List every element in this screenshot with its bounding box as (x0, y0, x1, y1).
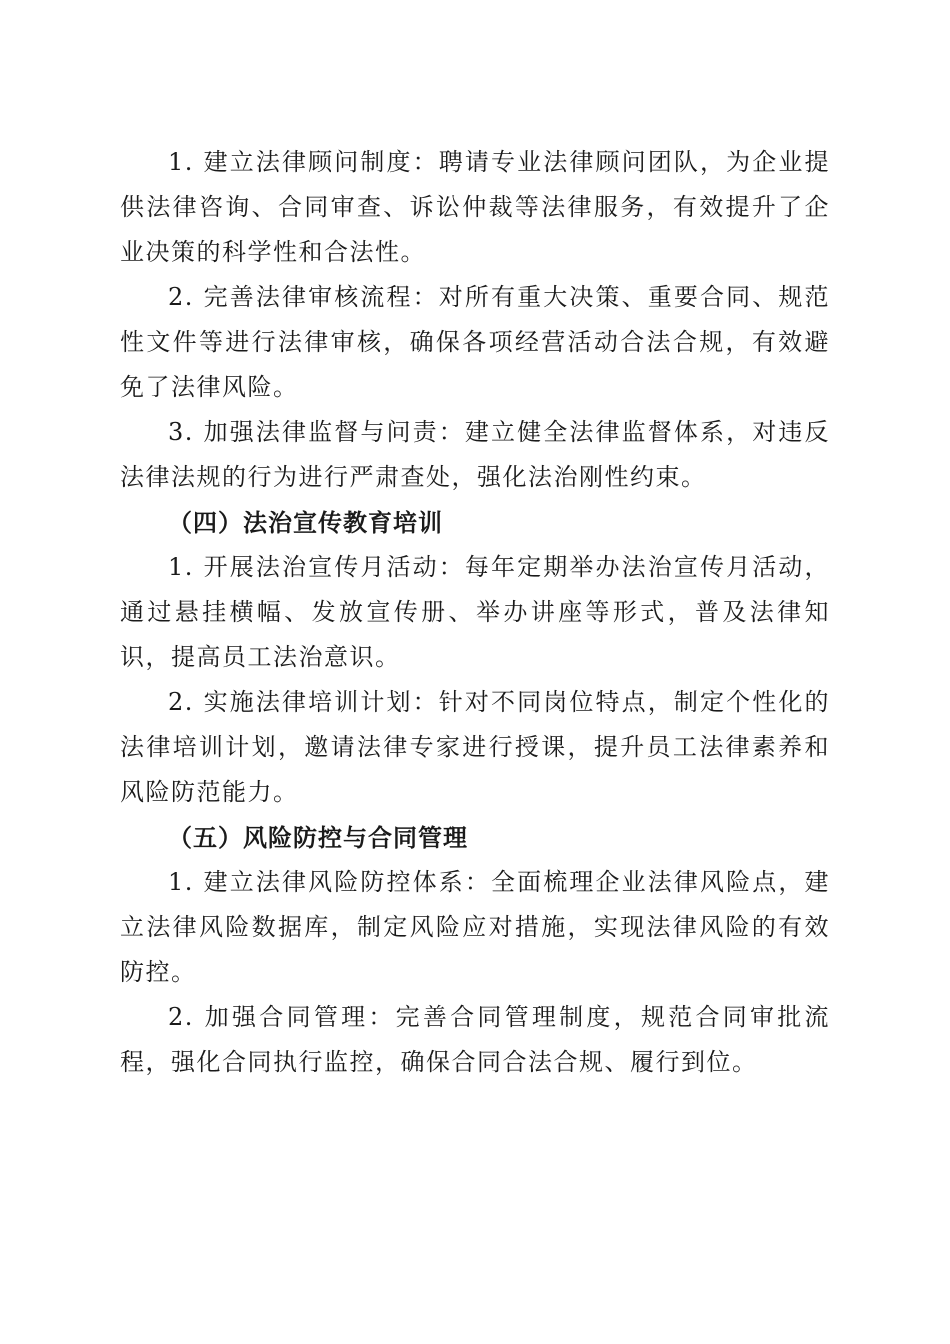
paragraph-risk-control: 1. 建立法律风险防控体系：全面梳理企业法律风险点，建立法律风险数据库，制定风险应对措施，实现法律风险的有效防控。 (120, 868, 830, 986)
paragraph-contract-management: 2. 加强合同管理：完善合同管理制度，规范合同审批流程，强化合同执行监控，确保合同合法合规、履行到位。 (120, 1003, 830, 1076)
paragraph-legal-counsel: 1. 建立法律顾问制度：聘请专业法律顾问团队，为企业提供法律咨询、合同审查、诉讼仲裁等法律服务，有效提升了企业决策的科学性和合法性。 (120, 148, 830, 266)
paragraph-publicity-month: 1. 开展法治宣传月活动：每年定期举办法治宣传月活动，通过悬挂横幅、发放宣传册、举办讲座等形式，普及法律知识，提高员工法治意识。 (120, 553, 830, 671)
document-body (120, 140, 830, 1085)
section-heading-5: （五）风险防控与合同管理 (168, 823, 468, 852)
paragraph-legal-review: 2. 完善法律审核流程：对所有重大决策、重要合同、规范性文件等进行法律审核，确保各项经营活动合法合规，有效避免了法律风险。 (120, 283, 830, 401)
section-heading-4: （四）法治宣传教育培训 (168, 508, 443, 537)
paragraph-legal-supervision: 3. 加强法律监督与问责：建立健全法律监督体系，对违反法律法规的行为进行严肃查处，强化法治刚性约束。 (120, 418, 830, 491)
paragraph-training-plan: 2. 实施法律培训计划：针对不同岗位特点，制定个性化的法律培训计划，邀请法律专家进行授课，提升员工法律素养和风险防范能力。 (120, 688, 830, 806)
